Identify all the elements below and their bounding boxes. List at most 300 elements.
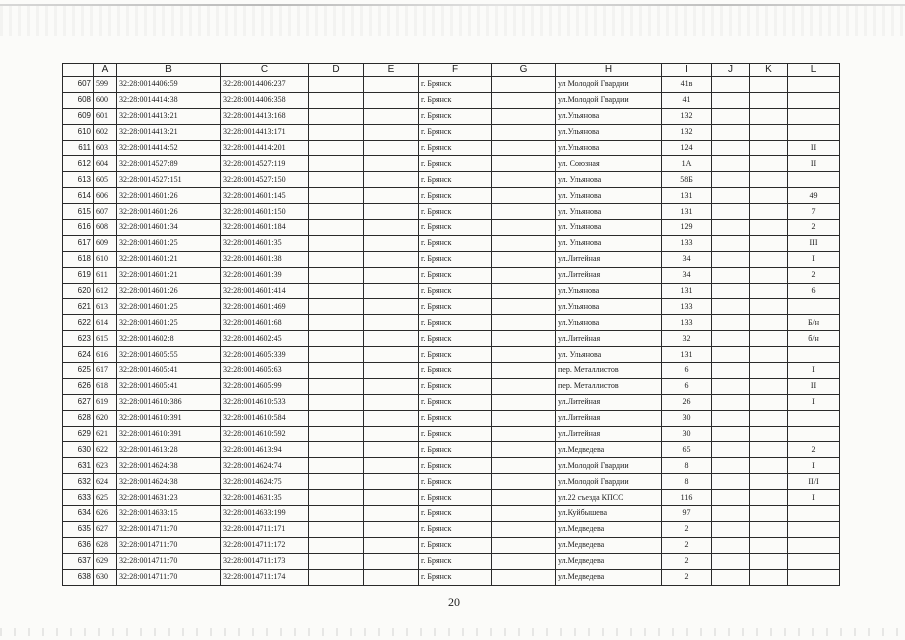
cell-b: 32:28:0014605:55 — [117, 347, 221, 363]
cell-f: г. Брянск — [419, 569, 492, 585]
cell-k — [750, 77, 788, 93]
cell-l — [788, 108, 840, 124]
cell-k — [750, 92, 788, 108]
cell-a: 623 — [94, 458, 117, 474]
cell-j — [712, 442, 750, 458]
cell-b: 32:28:0014414:38 — [117, 92, 221, 108]
row-number: 625 — [63, 363, 94, 379]
cell-h: ул.Ульянова — [556, 299, 662, 315]
cell-j — [712, 235, 750, 251]
row-number: 611 — [63, 140, 94, 156]
cell-a: 600 — [94, 92, 117, 108]
cell-c: 32:28:0014605:99 — [221, 378, 309, 394]
column-header-b: B — [117, 64, 221, 77]
cell-a: 630 — [94, 569, 117, 585]
cell-d — [309, 410, 364, 426]
cell-g — [492, 378, 556, 394]
cell-j — [712, 140, 750, 156]
cell-k — [750, 506, 788, 522]
cell-l: II — [788, 378, 840, 394]
cell-e — [364, 363, 419, 379]
cell-d — [309, 204, 364, 220]
cell-e — [364, 426, 419, 442]
cell-b: 32:28:0014601:26 — [117, 188, 221, 204]
cell-d — [309, 347, 364, 363]
cell-e — [364, 474, 419, 490]
cell-j — [712, 283, 750, 299]
cell-b: 32:28:0014601:26 — [117, 283, 221, 299]
cell-i: 41 — [662, 92, 712, 108]
cell-i: 6 — [662, 363, 712, 379]
cell-g — [492, 331, 556, 347]
cell-i: 131 — [662, 347, 712, 363]
table-row — [63, 363, 840, 379]
cell-j — [712, 347, 750, 363]
cell-g — [492, 124, 556, 140]
table-row — [63, 553, 840, 569]
cell-k — [750, 108, 788, 124]
table-row — [63, 92, 840, 108]
row-number: 632 — [63, 474, 94, 490]
column-header-i: I — [662, 64, 712, 77]
cell-b: 32:28:0014633:15 — [117, 506, 221, 522]
row-number: 638 — [63, 569, 94, 585]
cell-d — [309, 251, 364, 267]
table-row — [63, 220, 840, 236]
cell-b: 32:28:0014610:391 — [117, 410, 221, 426]
table-row — [63, 315, 840, 331]
table-row — [63, 156, 840, 172]
cell-i: 30 — [662, 426, 712, 442]
cell-e — [364, 204, 419, 220]
cell-i: 8 — [662, 458, 712, 474]
cell-h: ул. Ульянова — [556, 347, 662, 363]
table-row — [63, 474, 840, 490]
table-row — [63, 77, 840, 93]
cell-b: 32:28:0014406:59 — [117, 77, 221, 93]
cell-h: пер. Металлистов — [556, 363, 662, 379]
cell-g — [492, 235, 556, 251]
cell-b: 32:28:0014624:38 — [117, 458, 221, 474]
cell-i: 131 — [662, 283, 712, 299]
table-row — [63, 108, 840, 124]
cell-i: 8 — [662, 474, 712, 490]
cell-a: 617 — [94, 363, 117, 379]
cell-d — [309, 394, 364, 410]
cell-c: 32:28:0014605:63 — [221, 363, 309, 379]
row-number: 626 — [63, 378, 94, 394]
cell-c: 32:28:0014601:145 — [221, 188, 309, 204]
cell-a: 622 — [94, 442, 117, 458]
cell-a: 615 — [94, 331, 117, 347]
cell-i: 97 — [662, 506, 712, 522]
cell-d — [309, 108, 364, 124]
cell-e — [364, 506, 419, 522]
cell-c: 32:28:0014413:171 — [221, 124, 309, 140]
cell-f: г. Брянск — [419, 77, 492, 93]
table-row — [63, 521, 840, 537]
table-row — [63, 506, 840, 522]
cell-g — [492, 521, 556, 537]
cell-b: 32:28:0014601:25 — [117, 299, 221, 315]
cell-k — [750, 442, 788, 458]
cell-e — [364, 108, 419, 124]
cell-g — [492, 490, 556, 506]
cell-j — [712, 77, 750, 93]
cell-g — [492, 220, 556, 236]
row-number: 619 — [63, 267, 94, 283]
cell-k — [750, 537, 788, 553]
cell-g — [492, 537, 556, 553]
row-number: 612 — [63, 156, 94, 172]
cell-f: г. Брянск — [419, 331, 492, 347]
cell-h: ул. Ульянова — [556, 235, 662, 251]
cell-b: 32:28:0014601:25 — [117, 235, 221, 251]
cell-i: 1А — [662, 156, 712, 172]
cell-f: г. Брянск — [419, 521, 492, 537]
cell-e — [364, 553, 419, 569]
row-number: 630 — [63, 442, 94, 458]
cell-j — [712, 156, 750, 172]
cell-d — [309, 172, 364, 188]
cell-h: ул.22 съезда КПСС — [556, 490, 662, 506]
cell-e — [364, 521, 419, 537]
cell-l: 2 — [788, 442, 840, 458]
cell-i: 133 — [662, 315, 712, 331]
spreadsheet-table — [62, 63, 840, 586]
cell-f: г. Брянск — [419, 251, 492, 267]
cell-l: II — [788, 140, 840, 156]
cell-d — [309, 267, 364, 283]
table-row — [63, 188, 840, 204]
column-header-f: F — [419, 64, 492, 77]
table-row — [63, 204, 840, 220]
cell-k — [750, 204, 788, 220]
cell-l — [788, 506, 840, 522]
cell-h: ул.Медведева — [556, 553, 662, 569]
cell-c: 32:28:0014633:199 — [221, 506, 309, 522]
table-row — [63, 490, 840, 506]
cell-c: 32:28:0014624:74 — [221, 458, 309, 474]
cell-a: 628 — [94, 537, 117, 553]
cell-j — [712, 458, 750, 474]
cell-j — [712, 172, 750, 188]
cell-b: 32:28:0014610:386 — [117, 394, 221, 410]
table-row — [63, 410, 840, 426]
cell-b: 32:28:0014601:25 — [117, 315, 221, 331]
cell-a: 619 — [94, 394, 117, 410]
row-number: 637 — [63, 553, 94, 569]
cell-b: 32:28:0014605:41 — [117, 378, 221, 394]
cell-c: 32:28:0014601:35 — [221, 235, 309, 251]
cell-h: ул.Ульянова — [556, 283, 662, 299]
cell-h: ул.Ульянова — [556, 124, 662, 140]
cell-a: 627 — [94, 521, 117, 537]
scan-bottom-noise — [0, 628, 905, 636]
cell-f: г. Брянск — [419, 315, 492, 331]
cell-c: 32:28:0014413:168 — [221, 108, 309, 124]
column-header-row — [63, 64, 840, 77]
cell-f: г. Брянск — [419, 426, 492, 442]
cell-f: г. Брянск — [419, 347, 492, 363]
cell-f: г. Брянск — [419, 108, 492, 124]
cell-l — [788, 299, 840, 315]
column-header-a: A — [94, 64, 117, 77]
cell-d — [309, 490, 364, 506]
cell-l: I — [788, 394, 840, 410]
cell-h: ул.Молодой Гвардии — [556, 92, 662, 108]
row-number: 618 — [63, 251, 94, 267]
cell-l — [788, 553, 840, 569]
cell-g — [492, 283, 556, 299]
cell-d — [309, 569, 364, 585]
cell-h: ул.Литейная — [556, 251, 662, 267]
cell-d — [309, 442, 364, 458]
cell-j — [712, 490, 750, 506]
cell-f: г. Брянск — [419, 92, 492, 108]
cell-g — [492, 140, 556, 156]
row-number: 617 — [63, 235, 94, 251]
cell-b: 32:28:0014605:41 — [117, 363, 221, 379]
cell-k — [750, 188, 788, 204]
cell-d — [309, 474, 364, 490]
row-number: 610 — [63, 124, 94, 140]
cell-g — [492, 458, 556, 474]
cell-h: ул.Медведева — [556, 537, 662, 553]
cell-c: 32:28:0014610:584 — [221, 410, 309, 426]
cell-f: г. Брянск — [419, 458, 492, 474]
cell-e — [364, 283, 419, 299]
cell-f: г. Брянск — [419, 378, 492, 394]
cell-g — [492, 77, 556, 93]
cell-f: г. Брянск — [419, 394, 492, 410]
table-row — [63, 299, 840, 315]
cell-h: ул. Ульянова — [556, 220, 662, 236]
cell-d — [309, 188, 364, 204]
cell-e — [364, 124, 419, 140]
cell-e — [364, 347, 419, 363]
cell-k — [750, 220, 788, 236]
cell-f: г. Брянск — [419, 490, 492, 506]
table-row — [63, 251, 840, 267]
table-row — [63, 140, 840, 156]
cell-h: ул Молодой Гвардии — [556, 77, 662, 93]
cell-l: I — [788, 363, 840, 379]
cell-h: ул.Ульянова — [556, 108, 662, 124]
cell-d — [309, 156, 364, 172]
cell-d — [309, 235, 364, 251]
cell-d — [309, 553, 364, 569]
cell-g — [492, 92, 556, 108]
table-row — [63, 235, 840, 251]
cell-i: 2 — [662, 569, 712, 585]
cell-d — [309, 92, 364, 108]
cell-f: г. Брянск — [419, 442, 492, 458]
cell-f: г. Брянск — [419, 506, 492, 522]
cell-a: 611 — [94, 267, 117, 283]
cell-i: 124 — [662, 140, 712, 156]
cell-k — [750, 363, 788, 379]
cell-b: 32:28:0014610:391 — [117, 426, 221, 442]
table-row — [63, 394, 840, 410]
cell-e — [364, 299, 419, 315]
cell-h: ул. Ульянова — [556, 188, 662, 204]
column-header-d: D — [309, 64, 364, 77]
cell-c: 32:28:0014601:414 — [221, 283, 309, 299]
cell-k — [750, 283, 788, 299]
cell-g — [492, 299, 556, 315]
cell-j — [712, 108, 750, 124]
cell-f: г. Брянск — [419, 410, 492, 426]
row-number: 615 — [63, 204, 94, 220]
cell-j — [712, 251, 750, 267]
cell-l — [788, 537, 840, 553]
cell-b: 32:28:0014631:23 — [117, 490, 221, 506]
cell-k — [750, 331, 788, 347]
cell-f: г. Брянск — [419, 204, 492, 220]
cell-c: 32:28:0014601:68 — [221, 315, 309, 331]
cell-b: 32:28:0014527:151 — [117, 172, 221, 188]
cell-g — [492, 204, 556, 220]
cell-b: 32:28:0014413:21 — [117, 124, 221, 140]
scan-noise — [0, 6, 905, 36]
cell-l — [788, 426, 840, 442]
cell-f: г. Брянск — [419, 172, 492, 188]
cell-e — [364, 235, 419, 251]
row-number: 636 — [63, 537, 94, 553]
row-number: 631 — [63, 458, 94, 474]
cell-k — [750, 426, 788, 442]
cell-h: ул. Ульянова — [556, 204, 662, 220]
cell-j — [712, 410, 750, 426]
cell-f: г. Брянск — [419, 474, 492, 490]
cell-l: 7 — [788, 204, 840, 220]
cell-d — [309, 77, 364, 93]
cell-e — [364, 458, 419, 474]
cell-d — [309, 506, 364, 522]
table-row — [63, 267, 840, 283]
cell-c: 32:28:0014601:469 — [221, 299, 309, 315]
cell-l: 49 — [788, 188, 840, 204]
cell-e — [364, 267, 419, 283]
cell-h: ул.Литейная — [556, 394, 662, 410]
cell-c: 32:28:0014711:171 — [221, 521, 309, 537]
cell-c: 32:28:0014414:201 — [221, 140, 309, 156]
cell-l — [788, 347, 840, 363]
cell-i: 133 — [662, 235, 712, 251]
cell-i: 131 — [662, 204, 712, 220]
cell-e — [364, 378, 419, 394]
cell-k — [750, 458, 788, 474]
cell-a: 629 — [94, 553, 117, 569]
cell-g — [492, 553, 556, 569]
cell-f: г. Брянск — [419, 220, 492, 236]
cell-d — [309, 124, 364, 140]
cell-k — [750, 124, 788, 140]
cell-l: I — [788, 490, 840, 506]
table-row — [63, 378, 840, 394]
cell-j — [712, 188, 750, 204]
table-row — [63, 537, 840, 553]
cell-k — [750, 267, 788, 283]
cell-d — [309, 283, 364, 299]
cell-h: ул.Медведева — [556, 521, 662, 537]
cell-k — [750, 521, 788, 537]
cell-e — [364, 220, 419, 236]
cell-a: 621 — [94, 426, 117, 442]
cell-f: г. Брянск — [419, 156, 492, 172]
row-number: 627 — [63, 394, 94, 410]
cell-l: б/н — [788, 331, 840, 347]
cell-j — [712, 553, 750, 569]
cell-f: г. Брянск — [419, 124, 492, 140]
row-number: 623 — [63, 331, 94, 347]
cell-h: ул.Литейная — [556, 426, 662, 442]
row-number: 622 — [63, 315, 94, 331]
row-number: 620 — [63, 283, 94, 299]
cell-i: 6 — [662, 378, 712, 394]
cell-i: 2 — [662, 553, 712, 569]
table-row — [63, 442, 840, 458]
cell-a: 607 — [94, 204, 117, 220]
cell-f: г. Брянск — [419, 299, 492, 315]
cell-b: 32:28:0014601:21 — [117, 251, 221, 267]
cell-g — [492, 315, 556, 331]
cell-c: 32:28:0014610:592 — [221, 426, 309, 442]
cell-j — [712, 220, 750, 236]
table-row — [63, 331, 840, 347]
cell-c: 32:28:0014527:150 — [221, 172, 309, 188]
cell-i: 41в — [662, 77, 712, 93]
cell-e — [364, 251, 419, 267]
cell-j — [712, 569, 750, 585]
cell-d — [309, 521, 364, 537]
cell-e — [364, 442, 419, 458]
cell-i: 58Б — [662, 172, 712, 188]
cell-e — [364, 569, 419, 585]
cell-c: 32:28:0014624:75 — [221, 474, 309, 490]
cell-k — [750, 156, 788, 172]
cell-k — [750, 378, 788, 394]
cell-j — [712, 426, 750, 442]
cell-h: ул.Куйбышева — [556, 506, 662, 522]
cell-g — [492, 410, 556, 426]
table-row — [63, 347, 840, 363]
cell-g — [492, 394, 556, 410]
cell-g — [492, 363, 556, 379]
column-header-j: J — [712, 64, 750, 77]
cell-j — [712, 474, 750, 490]
cell-g — [492, 108, 556, 124]
cell-j — [712, 315, 750, 331]
cell-b: 32:28:0014711:70 — [117, 537, 221, 553]
cell-f: г. Брянск — [419, 235, 492, 251]
cell-b: 32:28:0014527:89 — [117, 156, 221, 172]
cell-h: ул. Союзная — [556, 156, 662, 172]
cell-e — [364, 92, 419, 108]
cell-d — [309, 378, 364, 394]
cell-e — [364, 410, 419, 426]
row-number: 629 — [63, 426, 94, 442]
cell-g — [492, 506, 556, 522]
cell-c: 32:28:0014711:174 — [221, 569, 309, 585]
cell-g — [492, 442, 556, 458]
cell-l — [788, 124, 840, 140]
cell-k — [750, 251, 788, 267]
cell-g — [492, 156, 556, 172]
cell-b: 32:28:0014602:8 — [117, 331, 221, 347]
cell-g — [492, 426, 556, 442]
